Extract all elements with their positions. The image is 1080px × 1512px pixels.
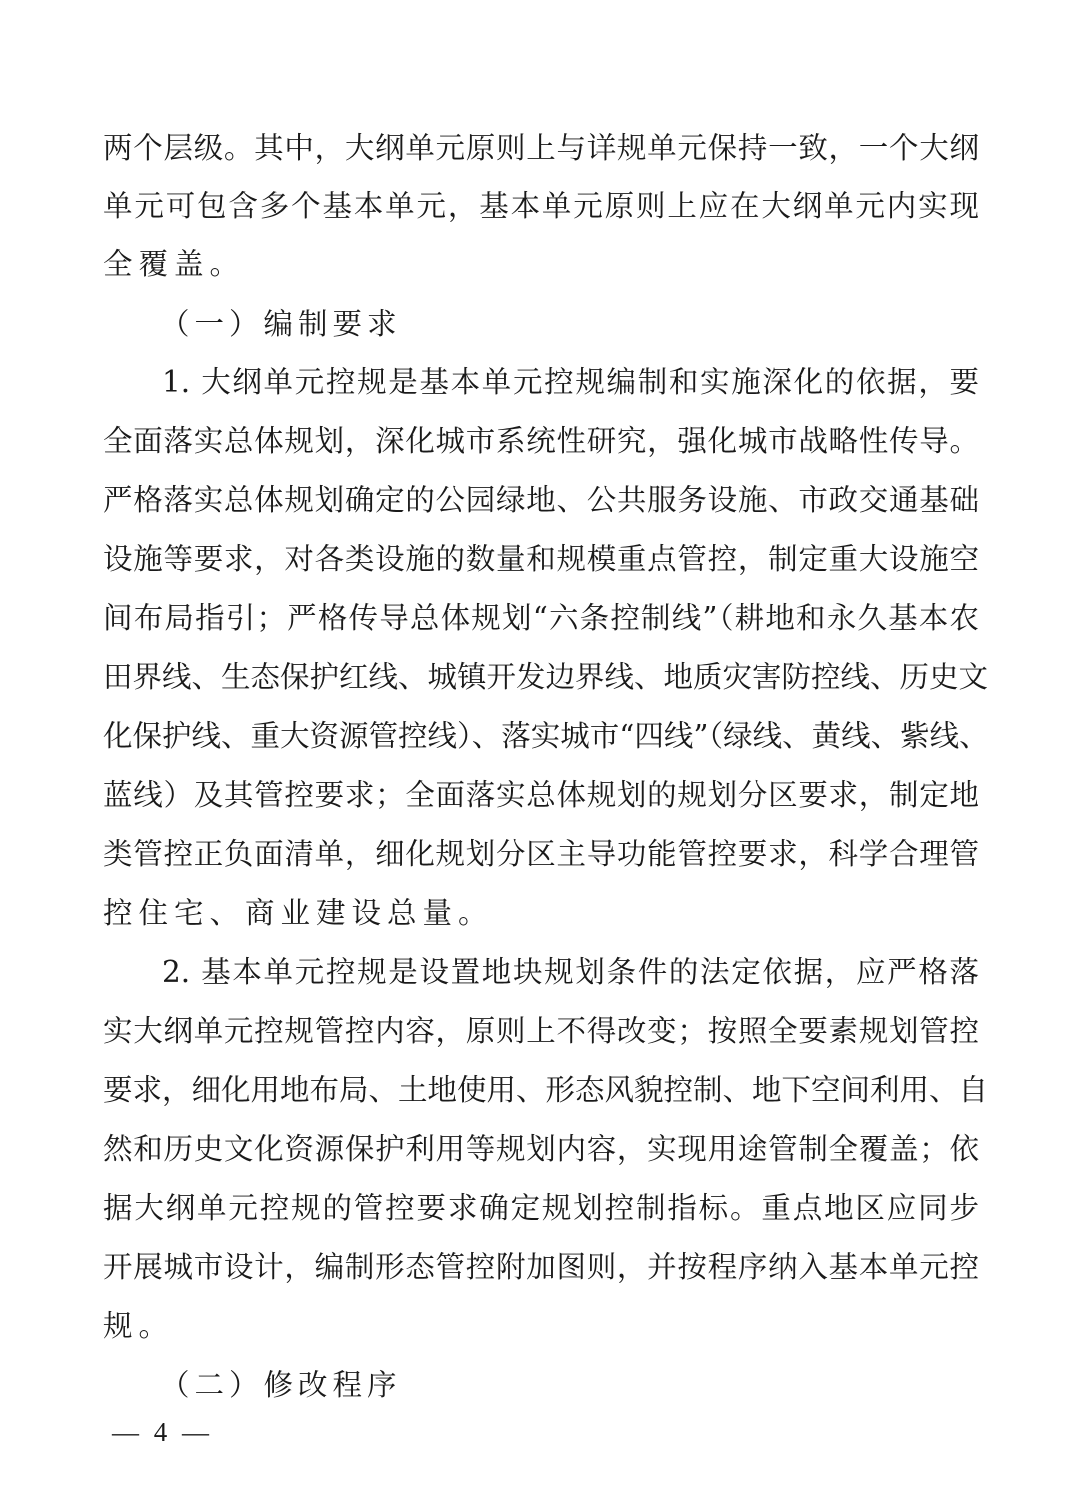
text-line: 要求，细化用地布局、土地使用、形态风貌控制、地下空间利用、自 (103, 1073, 989, 1107)
page-number: — 4 — (112, 1417, 213, 1447)
text-line: 类管控正负面清单，细化规划分区主导功能管控要求，科学合理管 (103, 837, 979, 871)
text-line: 2. 基本单元控规是设置地块规划条件的法定依据，应严格落 (162, 955, 979, 989)
text-line: 全覆盖。 (103, 247, 246, 281)
text-line: 间布局指引；严格传导总体规划“六条控制线”（耕地和永久基本农 (103, 601, 979, 635)
text-line: 严格落实总体规划确定的公园绿地、公共服务设施、市政交通基础 (103, 483, 979, 517)
section-heading-modification-procedure: （二）修改程序 (160, 1368, 402, 1402)
text-line: 单元可包含多个基本单元，基本单元原则上应在大纲单元内实现 (103, 189, 979, 223)
text-line: 然和历史文化资源保护利用等规划内容，实现用途管制全覆盖；依 (103, 1132, 979, 1166)
text-line: 1. 大纲单元控规是基本单元控规编制和实施深化的依据，要 (162, 365, 979, 399)
text-line: 两个层级。其中，大纲单元原则上与详规单元保持一致，一个大纲 (103, 131, 979, 165)
text-line: 实大纲单元控规管控内容，原则上不得改变；按照全要素规划管控 (103, 1014, 979, 1048)
text-line: 控住宅、商业建设总量。 (103, 896, 494, 930)
text-line: 规。 (103, 1309, 175, 1343)
text-line: 设施等要求，对各类设施的数量和规模重点管控，制定重大设施空 (103, 542, 979, 576)
text-line: 据大纲单元控规的管控要求确定规划控制指标。重点地区应同步 (103, 1191, 979, 1225)
text-line: 开展城市设计，编制形态管控附加图则，并按程序纳入基本单元控 (103, 1250, 979, 1284)
text-line: 全面落实总体规划，深化城市系统性研究，强化城市战略性传导。 (103, 424, 979, 458)
text-line: 化保护线、重大资源管控线）、落实城市“四线”（绿线、黄线、紫线、 (103, 719, 989, 753)
text-line: 田界线、生态保护红线、城镇开发边界线、地质灾害防控线、历史文 (103, 660, 989, 694)
section-heading-compilation-requirements: （一）编制要求 (160, 307, 402, 341)
text-line: 蓝线）及其管控要求；全面落实总体规划的规划分区要求，制定地 (103, 778, 979, 812)
